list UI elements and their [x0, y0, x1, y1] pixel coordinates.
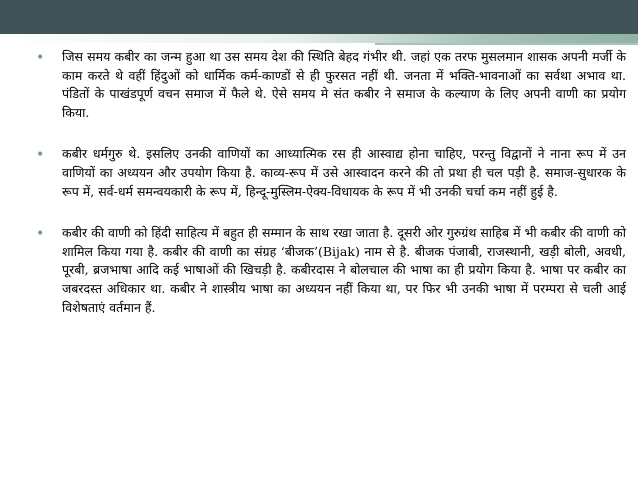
bullet-icon: •	[36, 147, 45, 164]
slide-header-band	[0, 0, 638, 34]
slide-header-accent-line	[375, 43, 638, 45]
bullet-item	[36, 145, 626, 201]
bullet-text: कबीर की वाणी को हिंदी साहित्य में बहुत ही सम्मान के साथ रखा जाता है. दूसरी ओर गुरुग्रंथ साहिब में भी कबीर की वाणी को शामिल किया गया है. कबीर की वाणी का संग्रह ‘बीजक’(Bijak) नाम से है. बीजक पंजाबी, राजस्थानी, खड़ी बोली, अवधी, पूरबी, ब्रजभाषा आदि कई भाषाओं की खिचड़ी है. कबीरदास ने बोलचाल की भाषा का ही प्रयोग किया है. भाषा पर कबीर का जबरदस्त अधिकार था. कबीर ने शास्त्रीय भाषा का अध्ययन नहीं किया था, पर फिर भी उनकी भाषा में परम्परा से चली आई विशेषताएं वर्तमान हैं.	[62, 225, 626, 315]
bullet-icon: •	[36, 50, 45, 66]
bullet-icon: •	[36, 226, 45, 243]
bullet-item	[36, 48, 626, 122]
bullet-text: जिस समय कबीर का जन्म हुआ था उस समय देश की स्थिति बेहद गंभीर थी. जहां एक तरफ मुसलमान शासक अपनी मर्जी के काम करते थे वहीं हिंदुओं को धार्मिक कर्म-काण्डों से ही फुरसत नहीं थी. जनता में भक्ति-भावनाओं का सर्वथा अभाव था. पंडितों के पाखंडपूर्ण वचन समाज में फैले थे. ऐसे समय मे संत कबीर ने समाज के कल्याण के लिए अपनी वाणी का प्रयोग किया.	[62, 49, 626, 120]
slide-content	[36, 48, 626, 340]
bullet-text: कबीर धर्मगुरु थे. इसलिए उनकी वाणियों का आध्यात्मिक रस ही आस्वाद्य होना चाहिए, परन्तु विद्वानों ने नाना रूप में उन वाणियों का अध्ययन और उपयोग किया है. काव्य-रूप में उसे आस्वादन करने की तो प्रथा ही चल पड़ी है. समाज-सुधारक के रूप में, सर्व-धर्म समन्वयकारी के रूप में, हिन्दू-मुस्लिम-ऐक्य-विधायक के रूप में भी उनकी चर्चा कम नहीं हुई है.	[62, 146, 626, 199]
slide-header-accent	[0, 34, 638, 43]
bullet-item	[36, 224, 626, 317]
